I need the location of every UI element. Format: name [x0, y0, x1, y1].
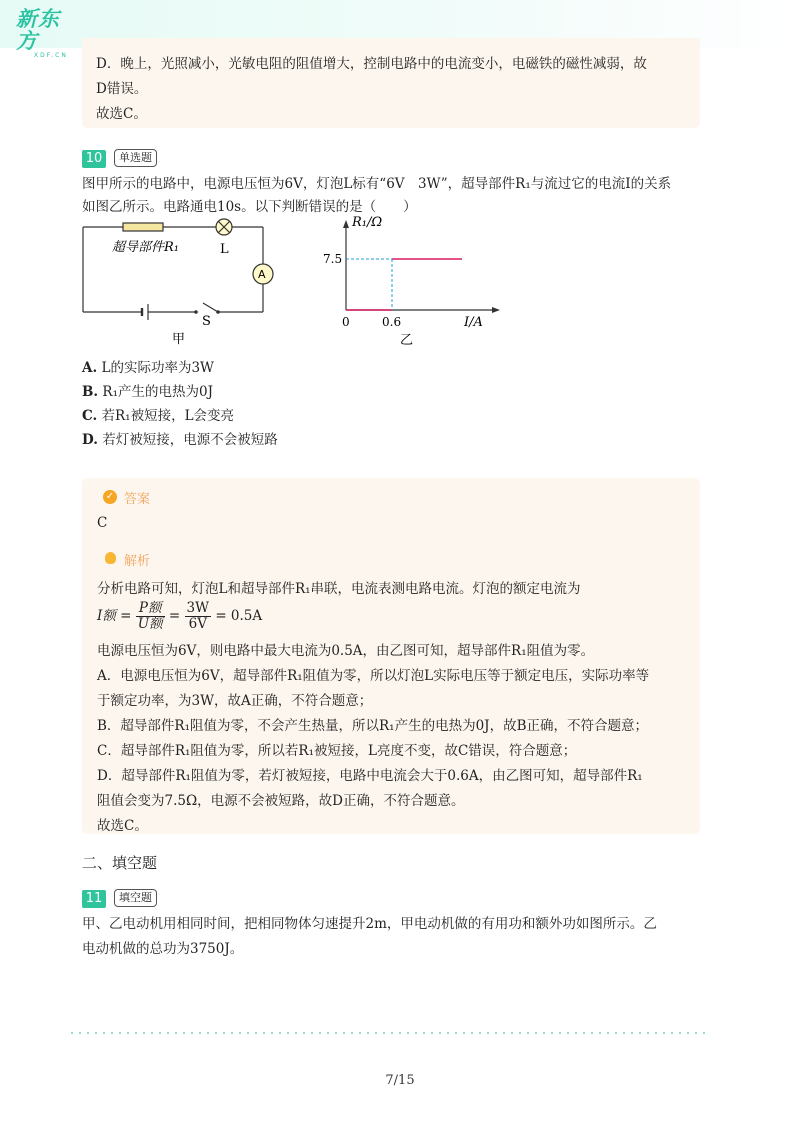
option-text: 若R₁被短接，L会变亮 — [101, 408, 235, 424]
option-letter: D. — [82, 432, 98, 448]
formula-denominator: U额 — [137, 616, 163, 632]
question-type-tag: 单选题 — [114, 149, 157, 167]
option-c — [82, 404, 234, 424]
xdf-logo — [16, 8, 76, 59]
analysis-line: 于额定功率，为3W，故A正确，不符合题意； — [97, 693, 373, 709]
graph-x-label: I/A — [464, 315, 483, 330]
option-text: 若灯被短接，电源不会被短路 — [102, 432, 278, 448]
analysis-line: A．电源电压恒为6V，超导部件R₁阻值为零，所以灯泡L实际电压等于额定电压，实际功率等 — [97, 668, 650, 684]
circuit-diagram — [78, 215, 278, 345]
logo-main-text: 新东方 — [16, 7, 60, 53]
analysis-label: 解析 — [124, 554, 151, 569]
superconductor-component — [123, 223, 163, 231]
logo-sub-text: XDF.CN — [34, 52, 68, 59]
prev-line: D错误。 — [96, 81, 148, 97]
formula-fraction — [185, 601, 211, 632]
analysis-line: B．超导部件R₁阻值为零，不会产生热量，所以R₁产生的电热为0J，故B正确，不符合题意； — [97, 718, 648, 734]
analysis-line: 故选C。 — [97, 818, 148, 834]
question-stem: 甲、乙电动机用相同时间，把相同物体匀速提升2m，甲电动机做的有用功和额外功如图所示。乙 — [82, 916, 657, 932]
resistance-current-graph — [318, 212, 518, 352]
footer-divider — [68, 1032, 710, 1034]
switch-label: S — [202, 314, 211, 329]
option-text: L的实际功率为3W — [101, 360, 214, 376]
analysis-line: D．超导部件R₁阻值为零，若灯被短接，电路中电流会大于0.6A，由乙图可知，超导部件R₁ — [97, 768, 643, 784]
ammeter-label: A — [258, 268, 266, 281]
lamp-label: L — [220, 242, 229, 257]
analysis-line: 电源电压恒为6V，则电路中最大电流为0.5A，由乙图可知，超导部件R₁阻值为零。 — [97, 643, 595, 659]
graph-y-tick: 7.5 — [323, 252, 343, 266]
answer-value: C — [97, 515, 108, 531]
page-number: 7/15 — [385, 1073, 415, 1088]
formula-result: = 0.5A — [215, 608, 263, 624]
formula-numerator: P额 — [136, 601, 165, 617]
lightbulb-icon — [105, 552, 116, 564]
question-number: 11 — [82, 890, 106, 908]
formula-fraction — [136, 601, 165, 632]
graph-y-label: R₁/Ω — [352, 215, 383, 230]
option-a — [82, 356, 214, 376]
analysis-line: C．超导部件R₁阻值为零，所以若R₁被短接，L亮度不变，故C错误，符合题意； — [97, 743, 577, 759]
option-letter: A. — [82, 360, 98, 376]
question-stem: 如图乙所示。电路通电10s。以下判断错误的是（ ） — [82, 199, 417, 215]
analysis-line: 阻值会变为7.5Ω，电源不会被短路，故D正确，不符合题意。 — [97, 793, 465, 809]
component-label: 超导部件R₁ — [112, 240, 179, 255]
formula-numerator: 3W — [186, 600, 210, 616]
graph-caption: 乙 — [400, 333, 414, 348]
prev-line: 故选C。 — [96, 106, 147, 122]
option-letter: C. — [82, 408, 98, 424]
check-badge-icon: ✓ — [103, 490, 117, 504]
answer-label: 答案 — [124, 492, 151, 507]
rated-current-formula: I额 = $\frac{\text{P额}}{\text{U额}}$ = $\frac{3W}{6V}$ = 0.5A — [97, 600, 263, 632]
prev-line: D．晚上，光照减小，光敏电阻的阻值增大，控制电路中的电流变小，电磁铁的磁性减弱，故 — [96, 56, 647, 72]
question-stem: 电动机做的总功为3750J。 — [82, 941, 244, 957]
diagram-caption: 甲 — [172, 332, 186, 345]
question-type-tag: 填空题 — [114, 889, 157, 907]
formula-denominator: 6V — [188, 616, 207, 632]
option-text: R₁产生的电热为0J — [102, 384, 213, 400]
analysis-line: 分析电路可知，灯泡L和超导部件R₁串联，电流表测电路电流。灯泡的额定电流为 — [97, 581, 581, 597]
option-letter: B. — [82, 384, 99, 400]
option-d — [82, 428, 278, 448]
graph-x-tick: 0.6 — [382, 315, 402, 329]
question-stem: 图甲所示的电路中，电源电压恒为6V，灯泡L标有“6V 3W”，超导部件R₁与流过它的电流I的关系 — [82, 176, 672, 192]
formula-lhs: I额 — [97, 608, 116, 624]
previous-analysis-box — [82, 38, 700, 128]
section-title: 二、填空题 — [82, 854, 158, 872]
option-b — [82, 380, 213, 400]
graph-origin: 0 — [342, 315, 350, 329]
question-number: 10 — [82, 150, 106, 168]
